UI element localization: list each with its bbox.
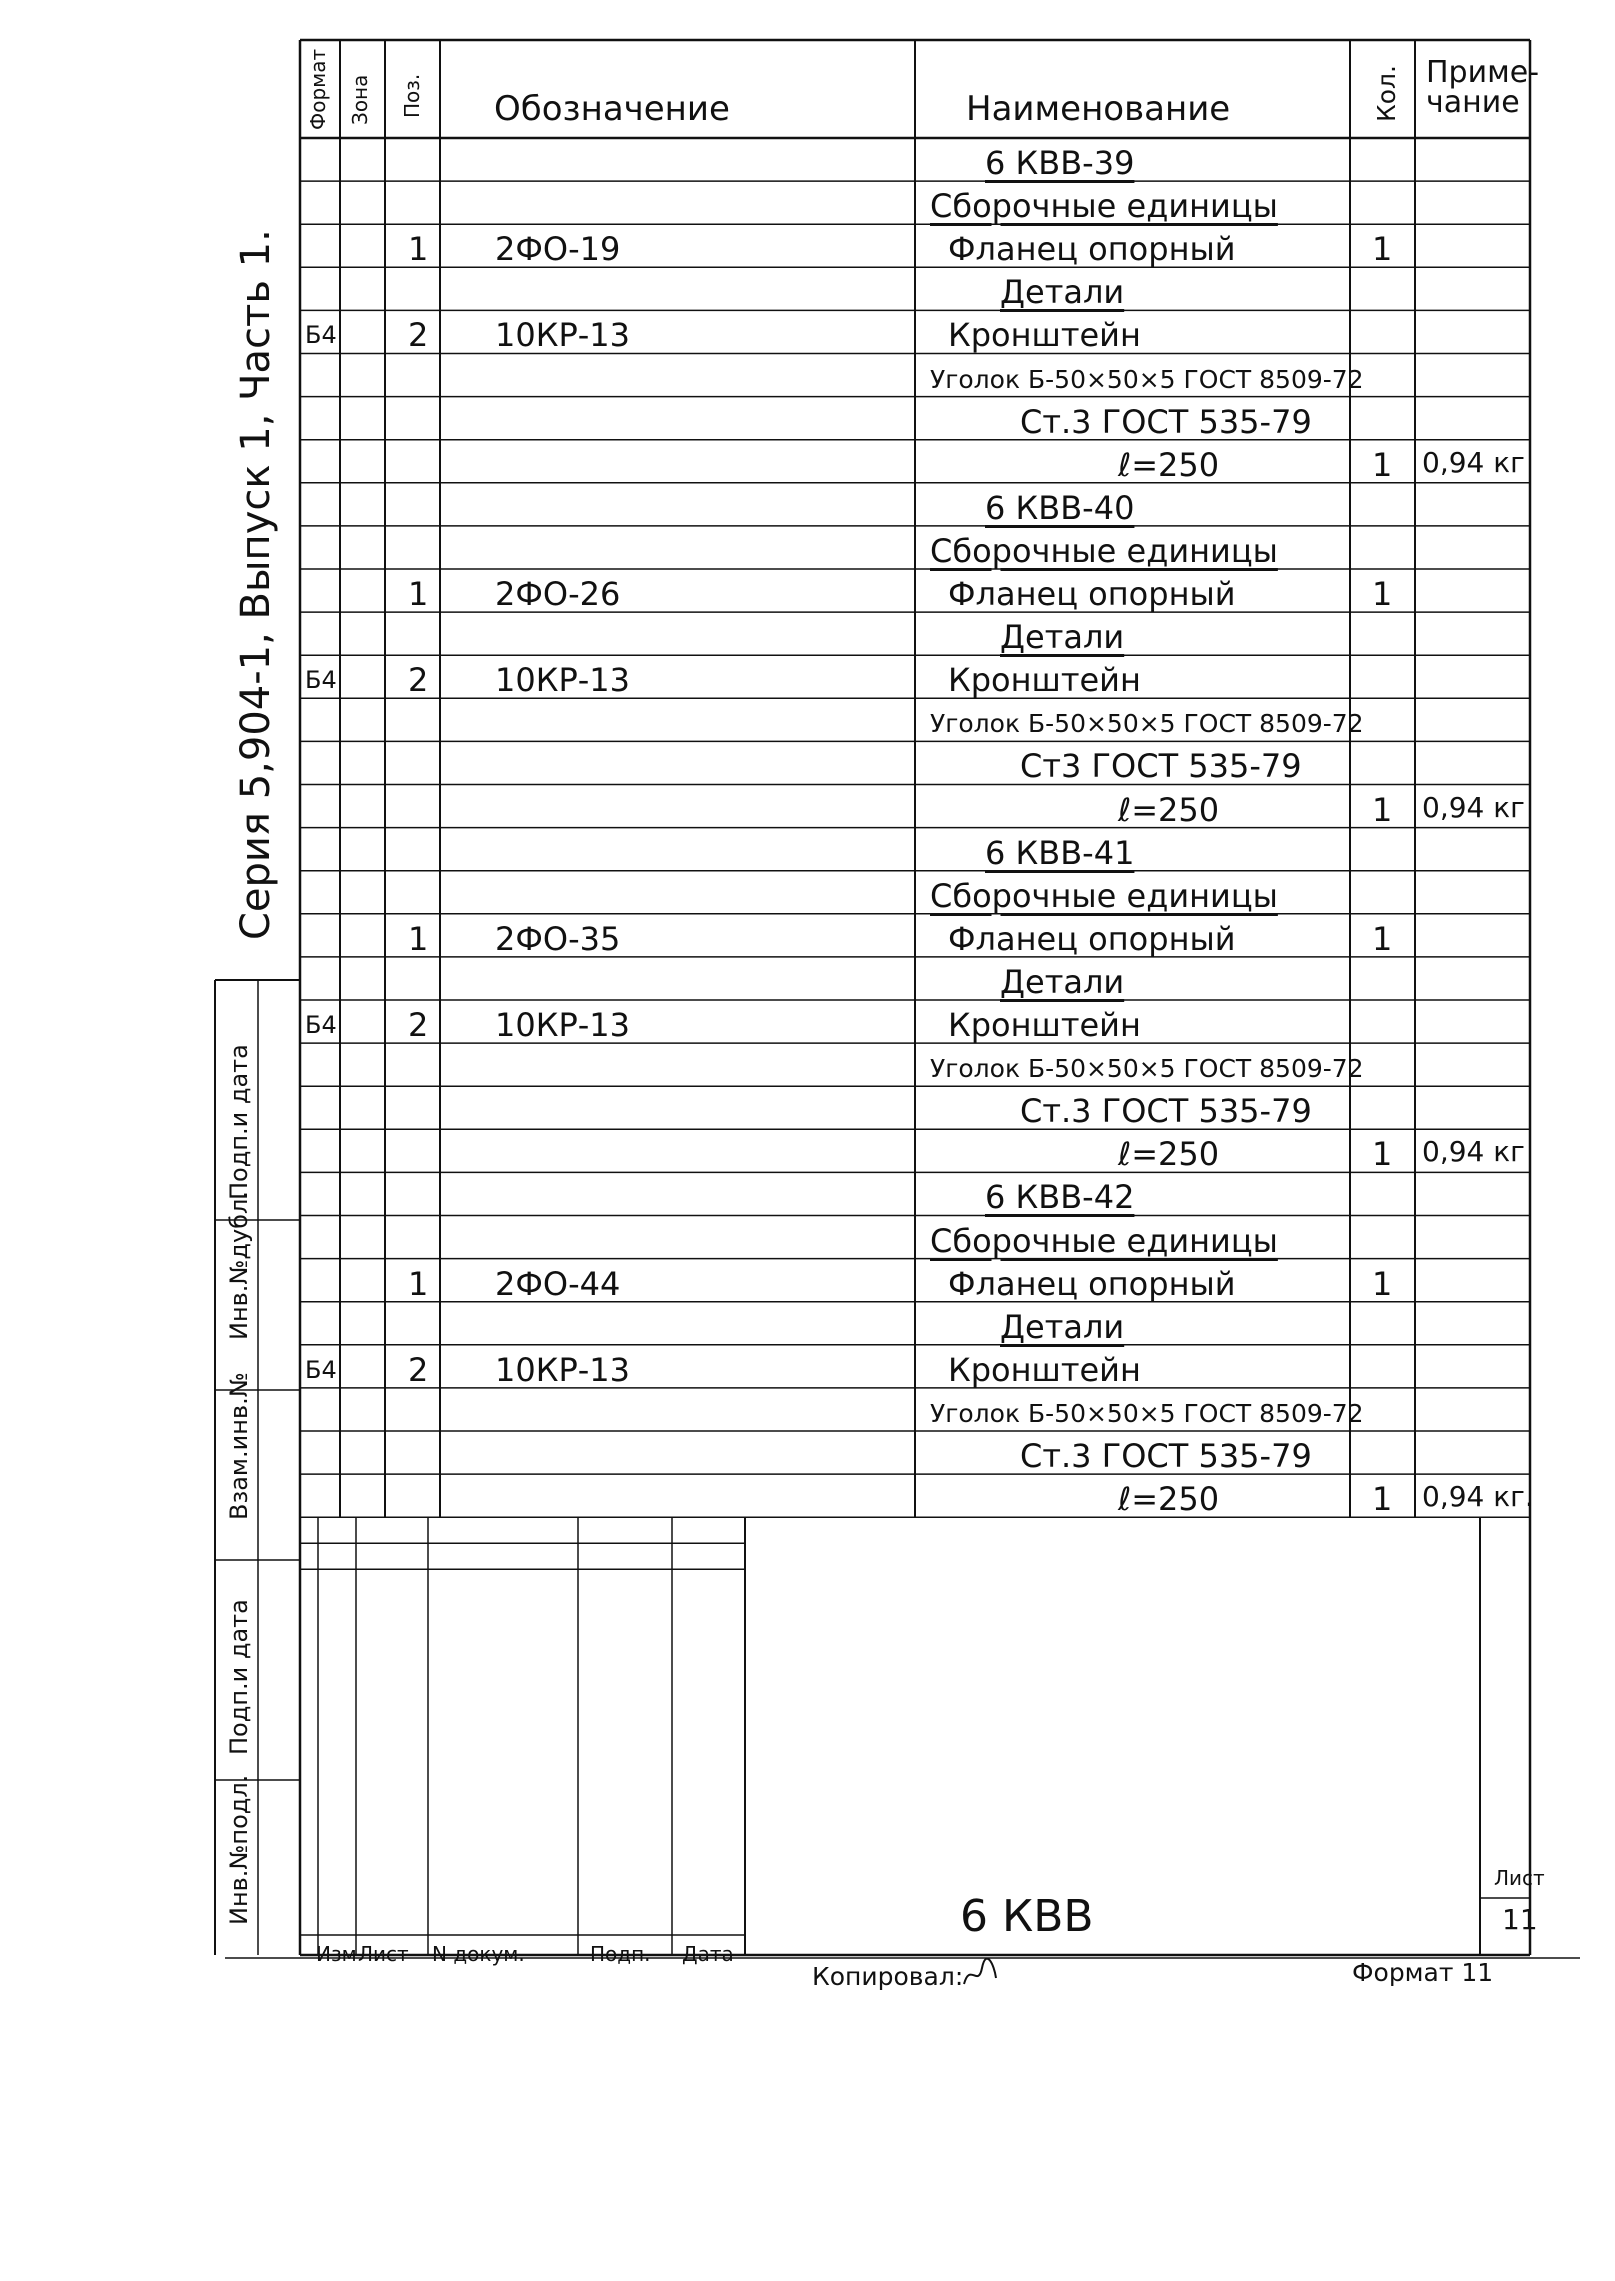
row-name: ℓ=250 xyxy=(1118,445,1220,484)
row-name: 6 КВВ-39 xyxy=(985,144,1135,182)
header-zone: Зона xyxy=(348,74,372,125)
row-format: Б4 xyxy=(305,1011,337,1039)
row-name: ℓ=250 xyxy=(1118,1135,1220,1174)
row-name: Сборочные единицы xyxy=(930,187,1278,226)
row-qty: 1 xyxy=(1372,919,1393,958)
row-name: Сборочные единицы xyxy=(930,531,1278,570)
row-pos: 2 xyxy=(408,1006,429,1044)
header-pos: Поз. xyxy=(400,73,424,118)
row-name: Ст3 ГОСТ 535-79 xyxy=(1020,747,1302,786)
row-name: Уголок Б-50×50×5 ГОСТ 8509-72 xyxy=(930,1054,1364,1084)
row-qty: 1 xyxy=(1372,1264,1393,1303)
row-name: 6 КВВ-42 xyxy=(985,1178,1135,1217)
row-name: 6 КВВ-41 xyxy=(985,833,1135,872)
row-qty: 1 xyxy=(1372,1135,1393,1174)
row-name: Уголок Б-50×50×5 ГОСТ 8509-72 xyxy=(930,709,1364,739)
row-name: ℓ=250 xyxy=(1118,790,1220,829)
row-name: Фланец опорный xyxy=(948,230,1236,269)
header-note: Приме- чание xyxy=(1426,55,1540,120)
row-note: 0,94 кг. xyxy=(1422,1480,1534,1514)
row-qty: 1 xyxy=(1372,575,1393,613)
row-pos: 1 xyxy=(408,230,429,269)
row-name: Кронштейн xyxy=(948,316,1141,355)
row-format: Б4 xyxy=(305,321,337,350)
row-designation: 10КР-13 xyxy=(495,661,630,700)
row-qty: 1 xyxy=(1372,230,1393,269)
title-sheet-label: Лист xyxy=(1494,1866,1545,1890)
row-pos: 1 xyxy=(408,575,429,613)
row-pos: 1 xyxy=(408,919,429,958)
row-designation: 2ФО-44 xyxy=(495,1264,621,1303)
stamp-inv-dubl: Инв.№дубл. xyxy=(225,1191,253,1340)
title-doc-code: 6 КВВ xyxy=(960,1891,1094,1942)
row-name: Кронштейн xyxy=(948,661,1141,700)
row-note: 0,94 кг xyxy=(1422,1135,1525,1169)
copier-signature xyxy=(960,1958,1000,1988)
row-pos: 1 xyxy=(408,1264,429,1303)
title-col-izm: Изм xyxy=(316,1942,357,1966)
title-col-data: Дата xyxy=(682,1942,734,1966)
row-pos: 2 xyxy=(408,661,429,700)
row-name: Детали xyxy=(1000,273,1125,312)
header-qty: Кол. xyxy=(1372,65,1401,122)
title-sheet-number: 11 xyxy=(1502,1903,1538,1936)
row-qty: 1 xyxy=(1372,445,1393,484)
row-name: Сборочные единицы xyxy=(930,876,1278,915)
row-name: Кронштейн xyxy=(948,1006,1141,1044)
row-name: Уголок Б-50×50×5 ГОСТ 8509-72 xyxy=(930,1398,1364,1428)
row-qty: 1 xyxy=(1372,790,1393,829)
row-name: 6 КВВ-40 xyxy=(985,488,1135,527)
title-col-list: Лист xyxy=(358,1942,409,1966)
row-name: Ст.3 ГОСТ 535-79 xyxy=(1020,1437,1312,1475)
row-note: 0,94 кг xyxy=(1422,790,1525,824)
header-format: Формат xyxy=(306,48,330,130)
header-name: Наименование xyxy=(966,89,1231,129)
row-name: Детали xyxy=(1000,1307,1125,1346)
row-name: Фланец опорный xyxy=(948,1264,1236,1303)
row-note: 0,94 кг xyxy=(1422,445,1525,479)
row-pos: 2 xyxy=(408,1350,429,1389)
row-name: Фланец опорный xyxy=(948,575,1236,613)
title-col-podp: Подп. xyxy=(590,1942,651,1966)
row-name: Ст.3 ГОСТ 535-79 xyxy=(1020,402,1312,441)
row-name: ℓ=250 xyxy=(1118,1480,1220,1519)
side-series-title: Серия 5,904-1, Выпуск 1, Часть 1. xyxy=(233,229,279,940)
row-name: Детали xyxy=(1000,618,1125,657)
row-qty: 1 xyxy=(1372,1480,1393,1519)
stamp-podp-data-2: Подп.и дата xyxy=(225,1044,253,1200)
row-name: Ст.3 ГОСТ 535-79 xyxy=(1020,1092,1312,1131)
row-name: Фланец опорный xyxy=(948,919,1236,958)
row-designation: 2ФО-26 xyxy=(495,575,621,613)
row-name: Сборочные единицы xyxy=(930,1221,1278,1260)
header-designation: Обозначение xyxy=(494,89,730,129)
title-col-ndokum: N докум. xyxy=(432,1942,525,1966)
stamp-inv-podl: Инв.№подл. xyxy=(225,1774,253,1925)
stamp-podp-data-1: Подп.и дата xyxy=(225,1599,253,1755)
footer-format: Формат 11 xyxy=(1352,1958,1494,1987)
row-designation: 10КР-13 xyxy=(495,1006,630,1044)
row-format: Б4 xyxy=(305,1355,337,1384)
row-name: Детали xyxy=(1000,962,1125,1001)
row-designation: 2ФО-35 xyxy=(495,919,621,958)
row-designation: 10КР-13 xyxy=(495,316,630,355)
row-name: Уголок Б-50×50×5 ГОСТ 8509-72 xyxy=(930,364,1364,394)
stamp-vzam-inv: Взам.инв.№ xyxy=(225,1372,253,1520)
row-designation: 2ФО-19 xyxy=(495,230,621,269)
row-format: Б4 xyxy=(305,666,337,695)
row-designation: 10КР-13 xyxy=(495,1350,630,1389)
row-pos: 2 xyxy=(408,316,429,355)
footer-copied: Копировал: xyxy=(812,1962,964,1991)
row-name: Кронштейн xyxy=(948,1350,1141,1389)
